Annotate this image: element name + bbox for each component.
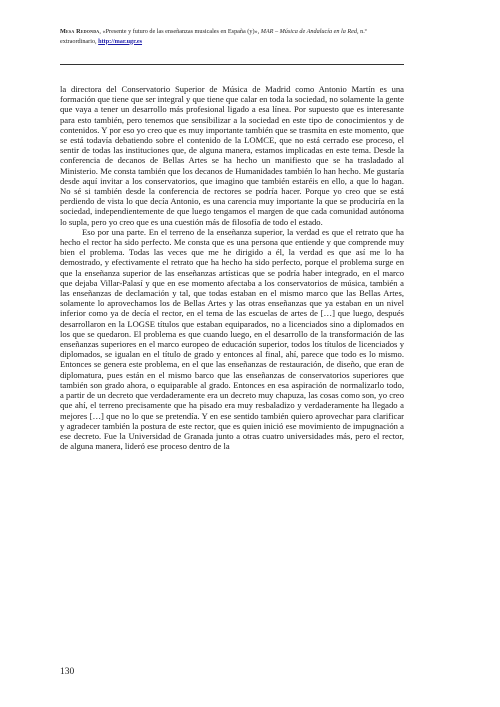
- running-header: [60, 27, 404, 46]
- header-issue: , n.º extraordinario,: [60, 28, 367, 45]
- header-url-link[interactable]: http://mar.ugr.es: [98, 37, 143, 45]
- header-journal: MAR – Música de Andalucía en la Red: [260, 28, 358, 35]
- page-number: 130: [60, 667, 75, 677]
- body-text: [60, 84, 404, 451]
- header-rule: [60, 64, 404, 65]
- paragraph-1: la directora del Conservatorio Superior de Música de Madrid como Antonio Martín es una formación que tiene que ser integral y que tiene que calar en toda la sociedad, no solamente la gente que vaya a tener un desarrollo más profesional ligado a esa línea. Por supuesto que es interesante para esto también, pero tenemos que sensibilizar a la sociedad en este tipo de conocimientos y de contenidos. Y por eso yo creo que es muy importante también que se trasmita en este momento, que se está todavía debatiendo sobre el contenido de la LOMCE, que no está cerrado ese proceso, el sentir de todas las instituciones que, de alguna manera, estamos implicadas en este tema. Desde la conferencia de decanos de Bellas Artes se ha hecho un manifiesto que se ha trasladado al Ministerio. Me consta también que los decanos de Humanidades también lo han hecho. Me gustaría desde aquí invitar a los conservatorios, que imagino que también estaréis en ello, a que lo hagan. No sé si también desde la conferencia de rectores se podría hacer. Porque yo creo que se está perdiendo de vista lo que decía Antonio, es una carencia muy importante la que se produciría en la sociedad, independientemente de que luego tengamos el margen de que cada comunidad autónoma lo supla, pero yo creo que es una cuestión más de filosofía de todo el estado.: [60, 84, 404, 227]
- paragraph-2: Eso por una parte. En el terreno de la enseñanza superior, la verdad es que el retrato que ha hecho el rector ha sido perfecto. Me consta que es una persona que entiende y que comprende muy bien el problema. Todas las veces que me he dirigido a él, la verdad es que así me lo ha demostrado, y efectivamente el retrato que ha hecho ha sido perfecto, porque el problema surge en que la enseñanza superior de las enseñanzas artísticas que se podría haber integrado, en el marco que dejaba Villar-Palasí y que en ese momento afectaba a los conservatorios de música, también a las enseñanzas de declamación y tal, que todas estaban en el mismo marco que las Bellas Artes, solamente lo aprovechamos los de Bellas Artes y las otras enseñanzas que ya estaban en un nivel inferior como ya de decía el rector, en el tema de las escuelas de artes de […] que luego, después desarrollaron en la LOGSE títulos que estaban equiparados, no a licenciados sino a diplomados en los que se quedaron. El problema es que cuando luego, en el desarrollo de la transformación de las enseñanzas superiores en el marco europeo de educación superior, todos los títulos de licenciados y diplomados, se igualan en el título de grado y entonces al final, ahí, parece que todo es lo mismo. Entonces se genera este problema, en el que las enseñanzas de restauración, de diseño, que eran de diplomatura, pues están en el mismo barco que las enseñanzas de conservatorios superiores que también son grado ahora, o equiparable al grado. Entonces en esa aspiración de normalizarlo todo, a partir de un decreto que verdaderamente era un decreto muy chapuza, las cosas como son, yo creo que ahí, el terreno precisamente que ha pisado era muy resbaladizo y verdaderamente ha llegado a mejores […] que no lo que se pretendía. Y en ese sentido también quiero aprovechar para clarificar y agradecer también la postura de este rector, que es quien inició ese movimiento de impugnación a ese decreto. Fue la Universidad de Granada junto a otras cuatro universidades más, pero el rector, de alguna manera, lideró ese proceso dentro de la: [60, 226, 404, 452]
- header-title: , «Presente y futuro de las enseñanzas musicales en España (y)»,: [99, 28, 261, 35]
- header-author: Mesa Redonda: [60, 28, 100, 35]
